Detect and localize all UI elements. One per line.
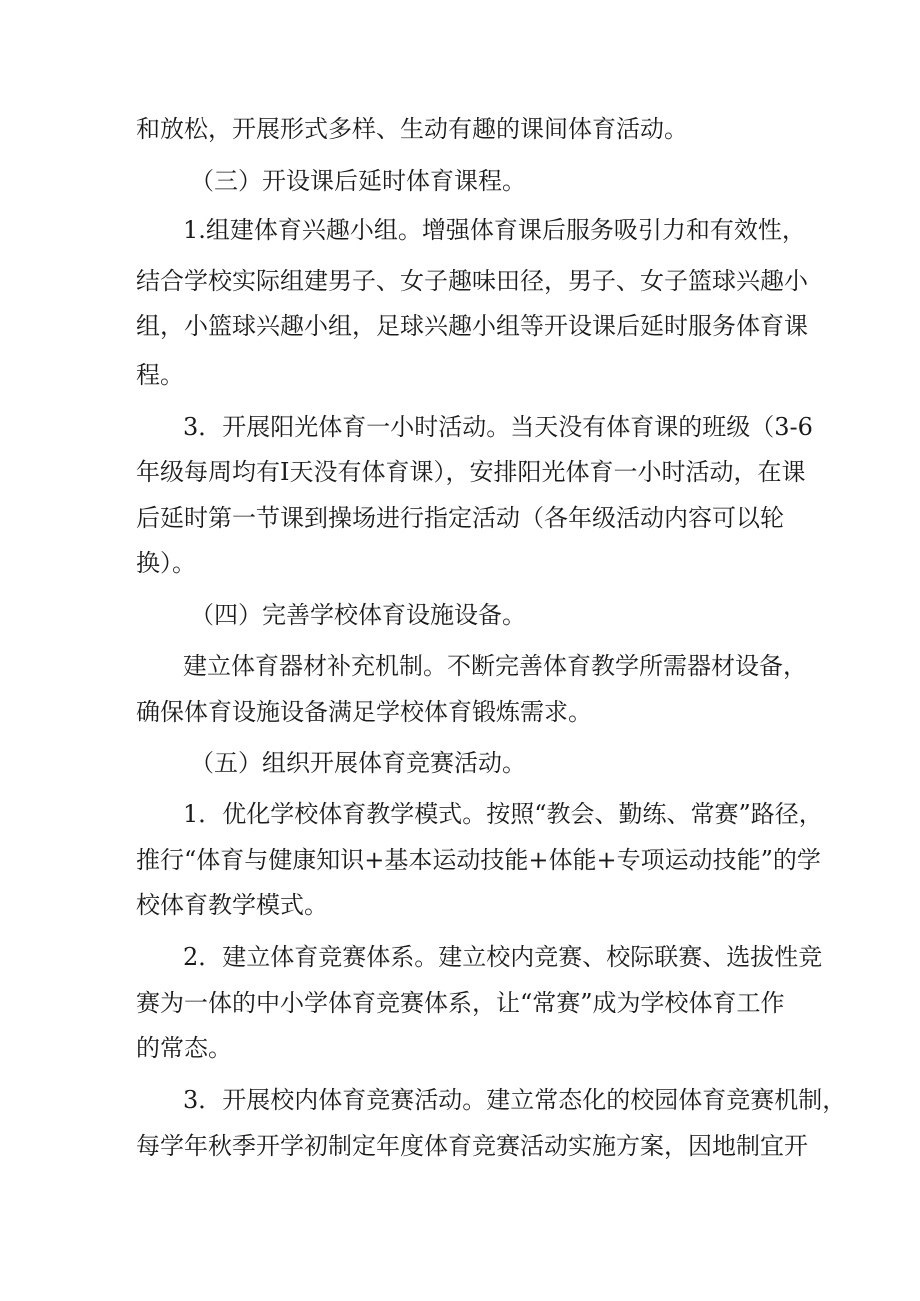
- text-line: 的常态。: [136, 1034, 232, 1062]
- text-line: 校体育教学模式。: [136, 891, 328, 919]
- section-heading-3: （三）开设课后延时体育课程。: [190, 167, 526, 195]
- section-heading-5: （五）组织开展体育竞赛活动。: [190, 749, 526, 777]
- text-line: 确保体育设施设备满足学校体育锻炼需求。: [136, 698, 592, 726]
- text-line: 3．开展阳光体育一小时活动。当天没有体育课的班级（3-6: [183, 413, 813, 441]
- section-heading-4: （四）完善学校体育设施设备。: [190, 601, 526, 629]
- text-line: 2．建立体育竞赛体系。建立校内竞赛、校际联赛、选拔性竞: [183, 943, 823, 971]
- text-line: 1．优化学校体育教学模式。按照“教会、勤练、常赛”路径，: [183, 800, 823, 828]
- text-line: 每学年秋季开学初制定年度体育竞赛活动实施方案，因地制宜开: [136, 1132, 808, 1160]
- text-line: 1.组建体育兴趣小组。增强体育课后服务吸引力和有效性，: [183, 216, 806, 244]
- text-line: 后延时第一节课到操场进行指定活动（各年级活动内容可以轮: [136, 504, 784, 532]
- text-line: 结合学校实际组建男子、女子趣味田径，男子、女子篮球兴趣小: [136, 267, 808, 295]
- text-line: 赛为一体的中小学体育竞赛体系，让“常赛”成为学校体育工作: [136, 989, 785, 1017]
- text-line: 组，小篮球兴趣小组，足球兴趣小组等开设课后延时服务体育课: [136, 312, 808, 340]
- text-line: 和放松，开展形式多样、生动有趣的课间体育活动。: [136, 115, 688, 143]
- text-line: 换）。: [136, 549, 196, 577]
- text-line: 推行“体育与健康知识+基本运动技能+体能+专项运动技能”的学: [136, 846, 821, 874]
- text-line: 程。: [136, 361, 184, 389]
- text-line: 建立体育器材补充机制。不断完善体育教学所需器材设备，: [183, 652, 807, 680]
- text-line: 3．开展校内体育竞赛活动。建立常态化的校园体育竞赛机制，: [183, 1086, 847, 1114]
- text-line: 年级每周均有I天没有体育课），安排阳光体育一小时活动，在课: [136, 458, 806, 486]
